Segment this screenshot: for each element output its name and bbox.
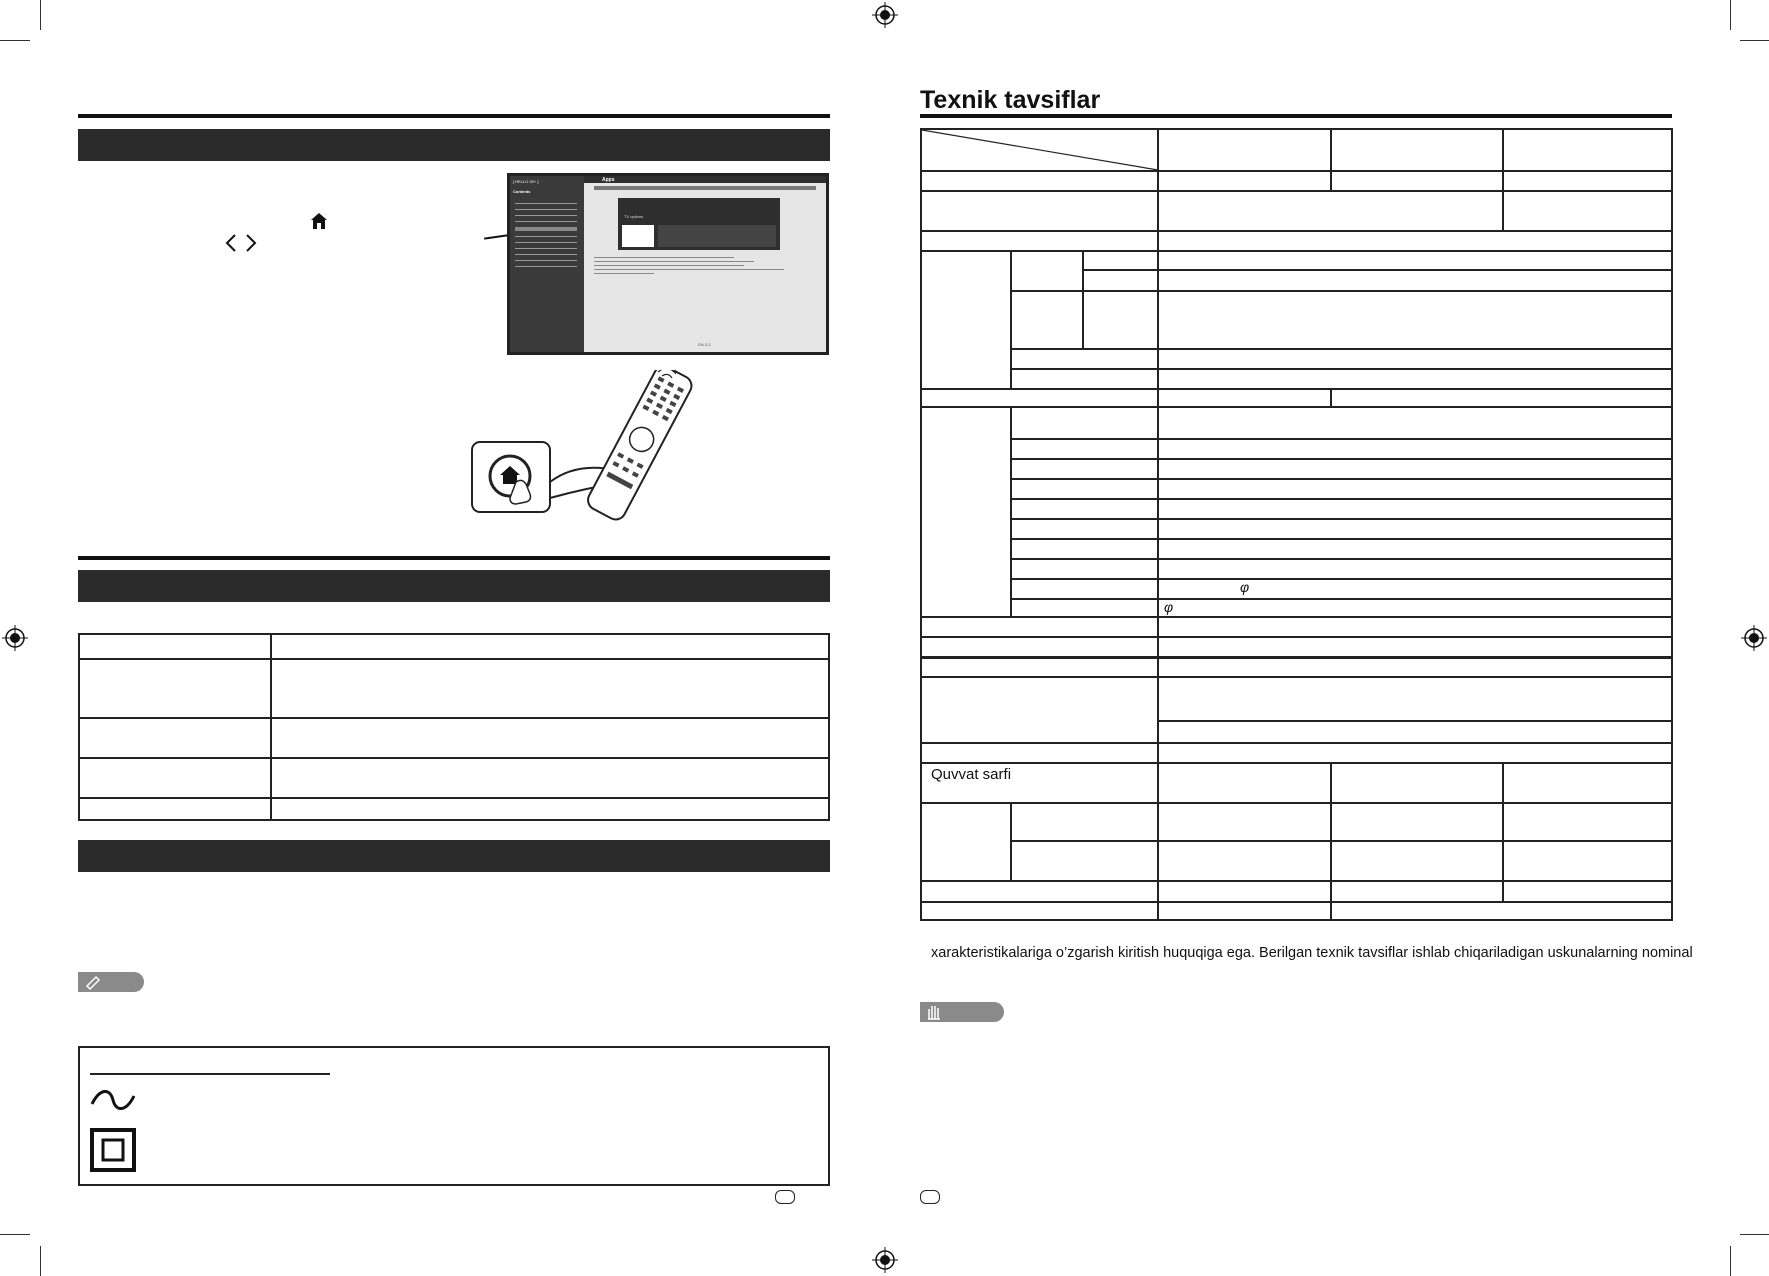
row-line [1010, 558, 1671, 560]
registration-mark-icon [872, 1247, 898, 1273]
phi-symbol: φ [1164, 599, 1174, 615]
table-row-divider [80, 658, 828, 660]
screen-sidebar-items [515, 198, 577, 272]
section-rule [78, 556, 830, 560]
row-line [1010, 538, 1671, 540]
registration-mark-icon [2, 625, 28, 651]
row-line [1010, 290, 1671, 292]
page-title: Texnik tavsiflar [920, 86, 1101, 114]
row-line [922, 406, 1671, 408]
phi-symbol: φ [1240, 579, 1250, 595]
row-line [922, 170, 1671, 172]
col-divider-main [1157, 130, 1159, 919]
row-line [1010, 498, 1671, 500]
screen-text-lines [594, 254, 794, 277]
troubleshooting-table [78, 633, 830, 821]
note-icon [84, 974, 102, 990]
row-line [922, 190, 1671, 192]
screen-sidebar-title: Contents [513, 189, 531, 194]
crop-mark [0, 40, 30, 41]
row-line [922, 636, 1671, 638]
row-line [922, 656, 1671, 659]
row-line [922, 880, 1671, 882]
screen-footer: EN-3.3 [698, 342, 711, 347]
col-divider [1330, 130, 1332, 170]
note-badge [78, 972, 144, 992]
caution-badge [920, 1002, 1004, 1022]
spec-table [920, 128, 1673, 921]
row-line [922, 616, 1671, 618]
double-square-icon [90, 1128, 136, 1172]
symbols-box-underline [90, 1073, 330, 1075]
section-header-bar [78, 570, 830, 602]
screen-header-left: [ HELLO 20+ ] [513, 179, 539, 184]
col-divider [1502, 130, 1504, 170]
section-rule [78, 114, 830, 118]
row-line [1157, 720, 1671, 722]
row-line [1010, 438, 1671, 440]
title-rule [920, 114, 1672, 118]
row-line [922, 676, 1671, 678]
col-divider [1330, 388, 1332, 406]
row-line [922, 388, 1671, 390]
caution-hand-icon [924, 1003, 944, 1021]
table-row-divider [80, 757, 828, 759]
row-line [922, 901, 1671, 903]
home-icon [310, 212, 328, 230]
row-line [922, 742, 1671, 744]
screen-popup [618, 198, 780, 250]
row-line [1010, 598, 1671, 600]
section-header-bar [78, 129, 830, 161]
section-header-bar [78, 840, 830, 872]
symbols-box [78, 1046, 830, 1186]
power-consumption-label: Quvvat sarfi [931, 766, 1012, 783]
crop-mark [1730, 1246, 1731, 1276]
tv-screen-illustration [507, 173, 829, 355]
row-line [1010, 348, 1671, 350]
screen-highlight-bar [594, 186, 816, 190]
chevron-right-icon [244, 233, 258, 253]
row-line [922, 802, 1671, 804]
row-line [1010, 840, 1671, 842]
header-diagonal [922, 130, 1158, 170]
screen-header-right: Apps [602, 177, 615, 183]
row-line [1010, 478, 1671, 480]
row-line [1010, 518, 1671, 520]
crop-mark [40, 1246, 41, 1276]
col-divider [1330, 170, 1332, 190]
crop-mark [40, 0, 41, 30]
screen-top-bar [584, 176, 826, 183]
crop-mark [0, 1234, 30, 1235]
registration-mark-icon [872, 2, 898, 28]
col-divider [1082, 250, 1084, 348]
col-divider [1502, 190, 1504, 230]
page-number-oval [775, 1190, 795, 1204]
table-column-divider [270, 635, 272, 819]
chevron-left-icon [224, 233, 238, 253]
crop-mark [1730, 0, 1731, 30]
row-line [1082, 269, 1671, 271]
col-divider [1502, 170, 1504, 190]
disclaimer-text: xarakteristikalariga o’zgarish kiritish huquqiga ega. Berilgan texnik tavsiflar ishlab chiqariladigan uskunalarning nominal [931, 945, 1693, 961]
registration-mark-icon [1741, 625, 1767, 651]
remote-control-illustration [466, 370, 716, 540]
row-line [922, 250, 1671, 252]
table-row-divider [80, 797, 828, 799]
row-line [922, 762, 1671, 764]
crop-mark [1740, 40, 1769, 41]
row-line [1010, 578, 1671, 580]
page-number-oval [920, 1190, 940, 1204]
row-line [922, 230, 1671, 232]
screen-popup-label: TV options [624, 214, 644, 219]
table-row-divider [80, 717, 828, 719]
row-line [1010, 458, 1671, 460]
crop-mark [1740, 1234, 1769, 1235]
ac-wave-icon [90, 1088, 136, 1112]
row-line [1010, 368, 1671, 370]
